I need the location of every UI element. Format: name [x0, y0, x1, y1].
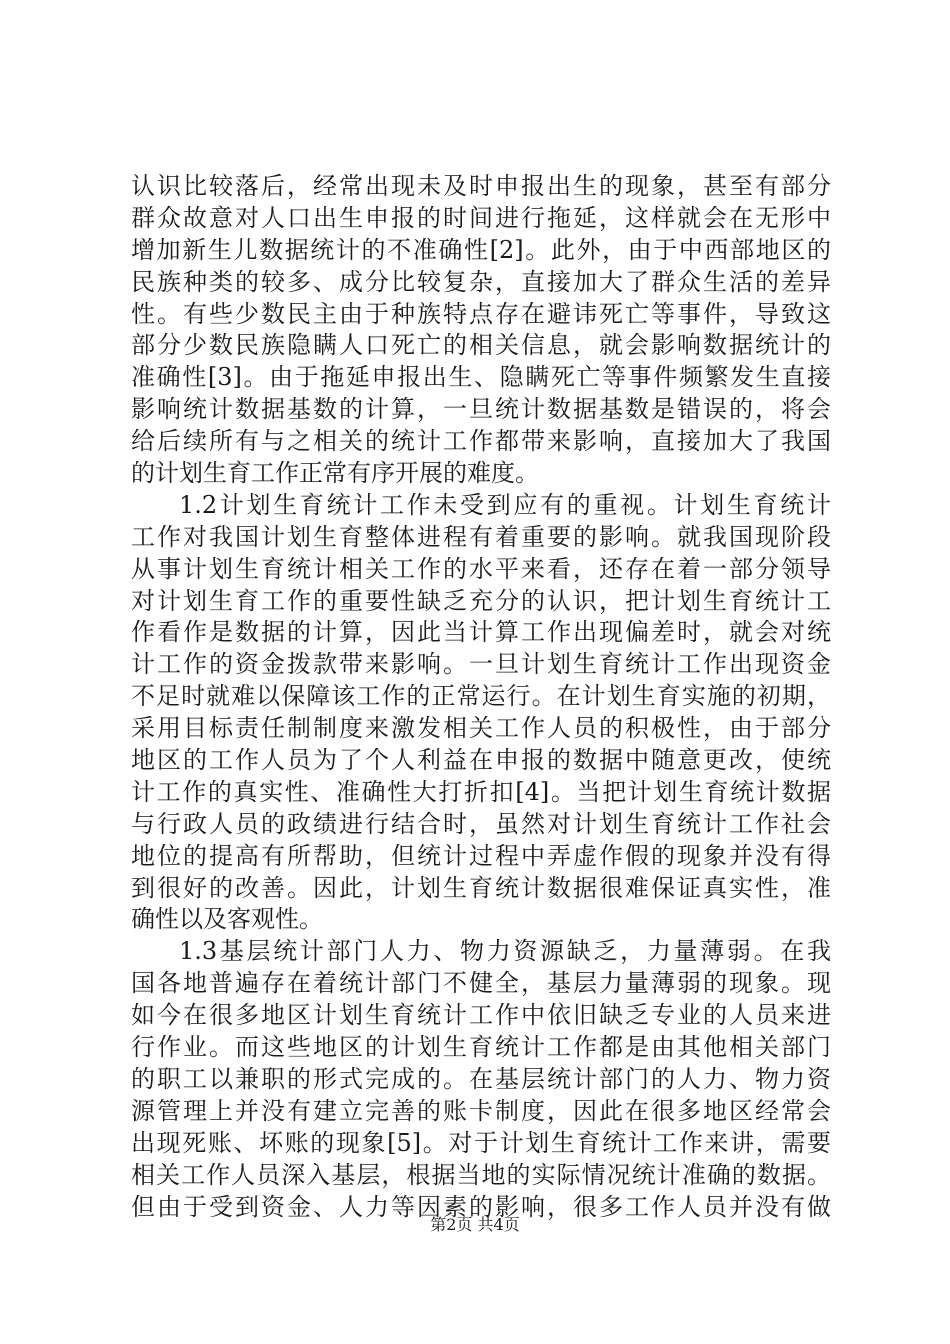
text-line: 给后续所有与之相关的统计工作都带来影响，直接加大了我国: [131, 427, 831, 456]
text-line: 对计划生育工作的重要性缺乏充分的认识，把计划生育统计工: [131, 586, 831, 615]
text-line: 1.2计划生育统计工作未受到应有的重视。计划生育统计: [179, 490, 831, 519]
text-line: 计工作的资金拨款带来影响。一旦计划生育统计工作出现资金: [131, 650, 831, 679]
text-line: 相关工作人员深入基层，根据当地的实际情况统计准确的数据。: [131, 1160, 831, 1189]
text-line: 行作业。而这些地区的计划生育统计工作都是由其他相关部门: [131, 1033, 831, 1062]
text-line: 的计划生育工作正常有序开展的难度。: [131, 459, 539, 488]
text-line: 影响统计数据基数的计算，一旦统计数据基数是错误的，将会: [131, 395, 831, 424]
text-line: 认识比较落后，经常出现未及时申报出生的现象，甚至有部分: [131, 172, 831, 200]
text-line: 工作对我国计划生育整体进程有着重要的影响。就我国现阶段: [131, 522, 831, 551]
text-line: 群众故意对人口出生申报的时间进行拖延，这样就会在无形中: [131, 203, 831, 232]
text-line: 的职工以兼职的形式完成的。在基层统计部门的人力、物力资: [131, 1064, 831, 1093]
text-line: 如今在很多地区计划生育统计工作中依旧缺乏专业的人员来进: [131, 1001, 831, 1030]
text-line: 到很好的改善。因此，计划生育统计数据很难保证真实性，准: [131, 873, 831, 902]
text-line: 地区的工作人员为了个人利益在申报的数据中随意更改，使统: [131, 746, 831, 775]
text-line: 增加新生儿数据统计的不准确性[2]。此外，由于中西部地区的: [131, 235, 831, 264]
text-line: 性。有些少数民主由于种族特点存在避讳死亡等事件，导致这: [131, 299, 831, 328]
text-line: 采用目标责任制制度来激发相关工作人员的积极性，由于部分: [131, 714, 831, 743]
text-line: 准确性[3]。由于拖延申报出生、隐瞒死亡等事件频繁发生直接: [131, 363, 831, 392]
text-line: 作看作是数据的计算，因此当计算工作出现偏差时，就会对统: [131, 618, 831, 647]
text-line: 从事计划生育统计相关工作的水平来看，还存在着一部分领导: [131, 554, 831, 583]
text-line: 部分少数民族隐瞒人口死亡的相关信息，就会影响数据统计的: [131, 331, 831, 360]
text-line: 计工作的真实性、准确性大打折扣[4]。当把计划生育统计数据: [131, 777, 831, 806]
text-line: 国各地普遍存在着统计部门不健全，基层力量薄弱的现象。现: [131, 969, 831, 998]
text-line: 不足时就难以保障该工作的正常运行。在计划生育实施的初期，: [131, 682, 831, 711]
body-text: [131, 171, 831, 1223]
text-line: 但由于受到资金、人力等因素的影响，很多工作人员并没有做: [131, 1192, 831, 1221]
text-line: 与行政人员的政绩进行结合时，虽然对计划生育统计工作社会: [131, 809, 831, 838]
text-line: 源管理上并没有建立完善的账卡制度，因此在很多地区经常会: [131, 1096, 831, 1125]
page-footer: 第2页 共4页: [430, 1215, 520, 1234]
text-line: 地位的提高有所帮助，但统计过程中弄虚作假的现象并没有得: [131, 841, 831, 870]
text-line: 出现死账、坏账的现象[5]。对于计划生育统计工作来讲，需要: [131, 1128, 831, 1157]
text-line: 确性以及客观性。: [131, 905, 323, 934]
text-line: 1.3基层统计部门人力、物力资源缺乏，力量薄弱。在我: [179, 937, 831, 966]
text-line: 民族种类的较多、成分比较复杂，直接加大了群众生活的差异: [131, 267, 831, 296]
